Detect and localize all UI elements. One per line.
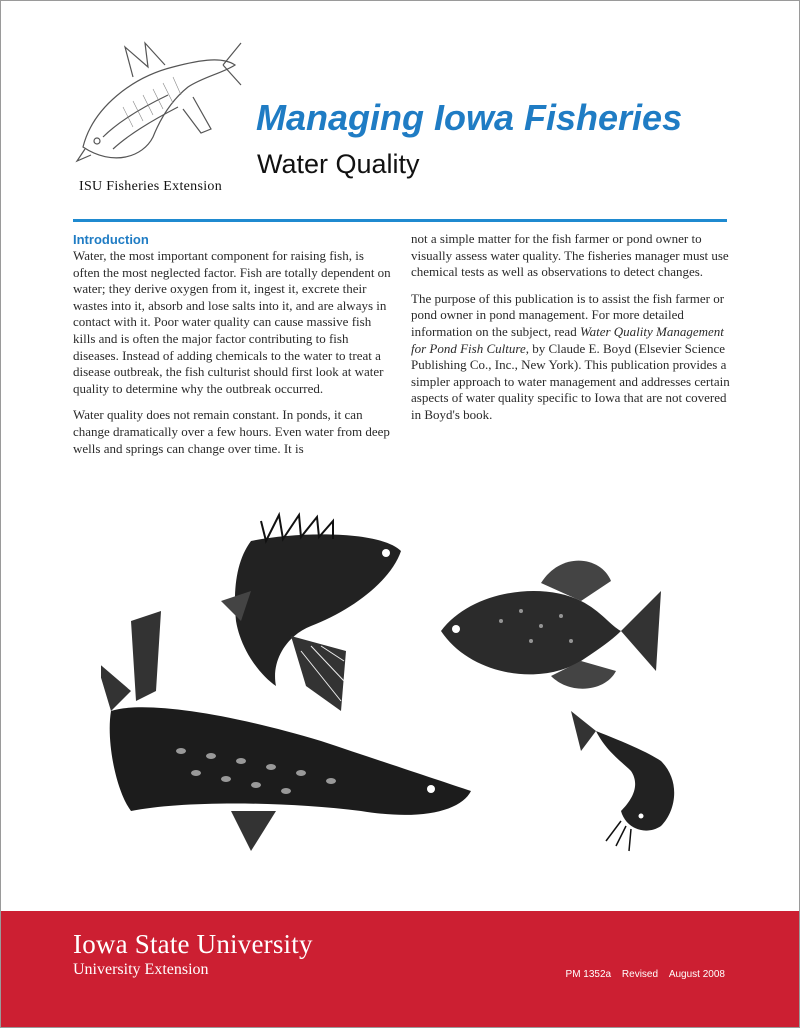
bass-illustration (221, 515, 401, 711)
publication-info (558, 969, 725, 980)
footer-bar (1, 911, 799, 1027)
series-title: Managing Iowa Fisheries (256, 97, 683, 138)
fish-illustration (101, 511, 721, 871)
paragraph: not a simple matter for the fish farmer or pond owner to visually assess water quality. The fisheries manager must use chemical tests as well as observations to detect changes. (411, 231, 729, 280)
revision-date: August 2008 (668, 969, 725, 980)
section-heading-introduction: Introduction (73, 232, 149, 247)
header-divider (73, 219, 727, 222)
paragraph-text: , by Claude E. Boyd (Elsevier Science Publishing Co., Inc., New York). This publication provides a simpler approach to water management and addresses certain aspects of water quality specific to Iowa that are not covered in Boyd's book. (411, 340, 730, 422)
catfish-illustration (571, 711, 674, 851)
walleye-logo-illustration (73, 37, 243, 177)
left-column (73, 231, 393, 467)
northern-pike-illustration (101, 611, 471, 851)
university-wordmark: Iowa State University (73, 929, 313, 959)
publication-number: PM 1352a (565, 969, 612, 980)
right-column (411, 231, 731, 434)
book-title: Water Quality Management for Pond Fish Culture (411, 323, 724, 356)
extension-wordmark: University Extension (73, 961, 209, 978)
paragraph-with-citation (411, 291, 731, 424)
paragraph: Water quality does not remain constant. In ponds, it can change dramatically over a few hours. Even water from deep wells and springs can change over time. It is (73, 407, 390, 456)
paragraph-text: The purpose of this publication is to assist the fish farmer or pond owner in pond management. For more detailed information on the subject, read (411, 290, 725, 339)
crappie-illustration (441, 561, 661, 689)
document-title: Water Quality (257, 149, 420, 179)
extension-label: ISU Fisheries Extension (79, 179, 223, 194)
revised-label: Revised (621, 969, 659, 980)
paragraph: Water, the most important component for raising fish, is often the most neglected factor. Fish are totally dependent on water; they derive oxygen from it, ingest it, excrete their wastes into it, absorb and lose salts into it, and are always in contact with it. Poor water quality can cause massive fish kills and is often the major factor contributing to fish diseases. Instead of adding chemicals to the water to treat a disease outbreak, the fish culturist should first look at water quality to determine why the outbreak occurred. (73, 248, 391, 396)
